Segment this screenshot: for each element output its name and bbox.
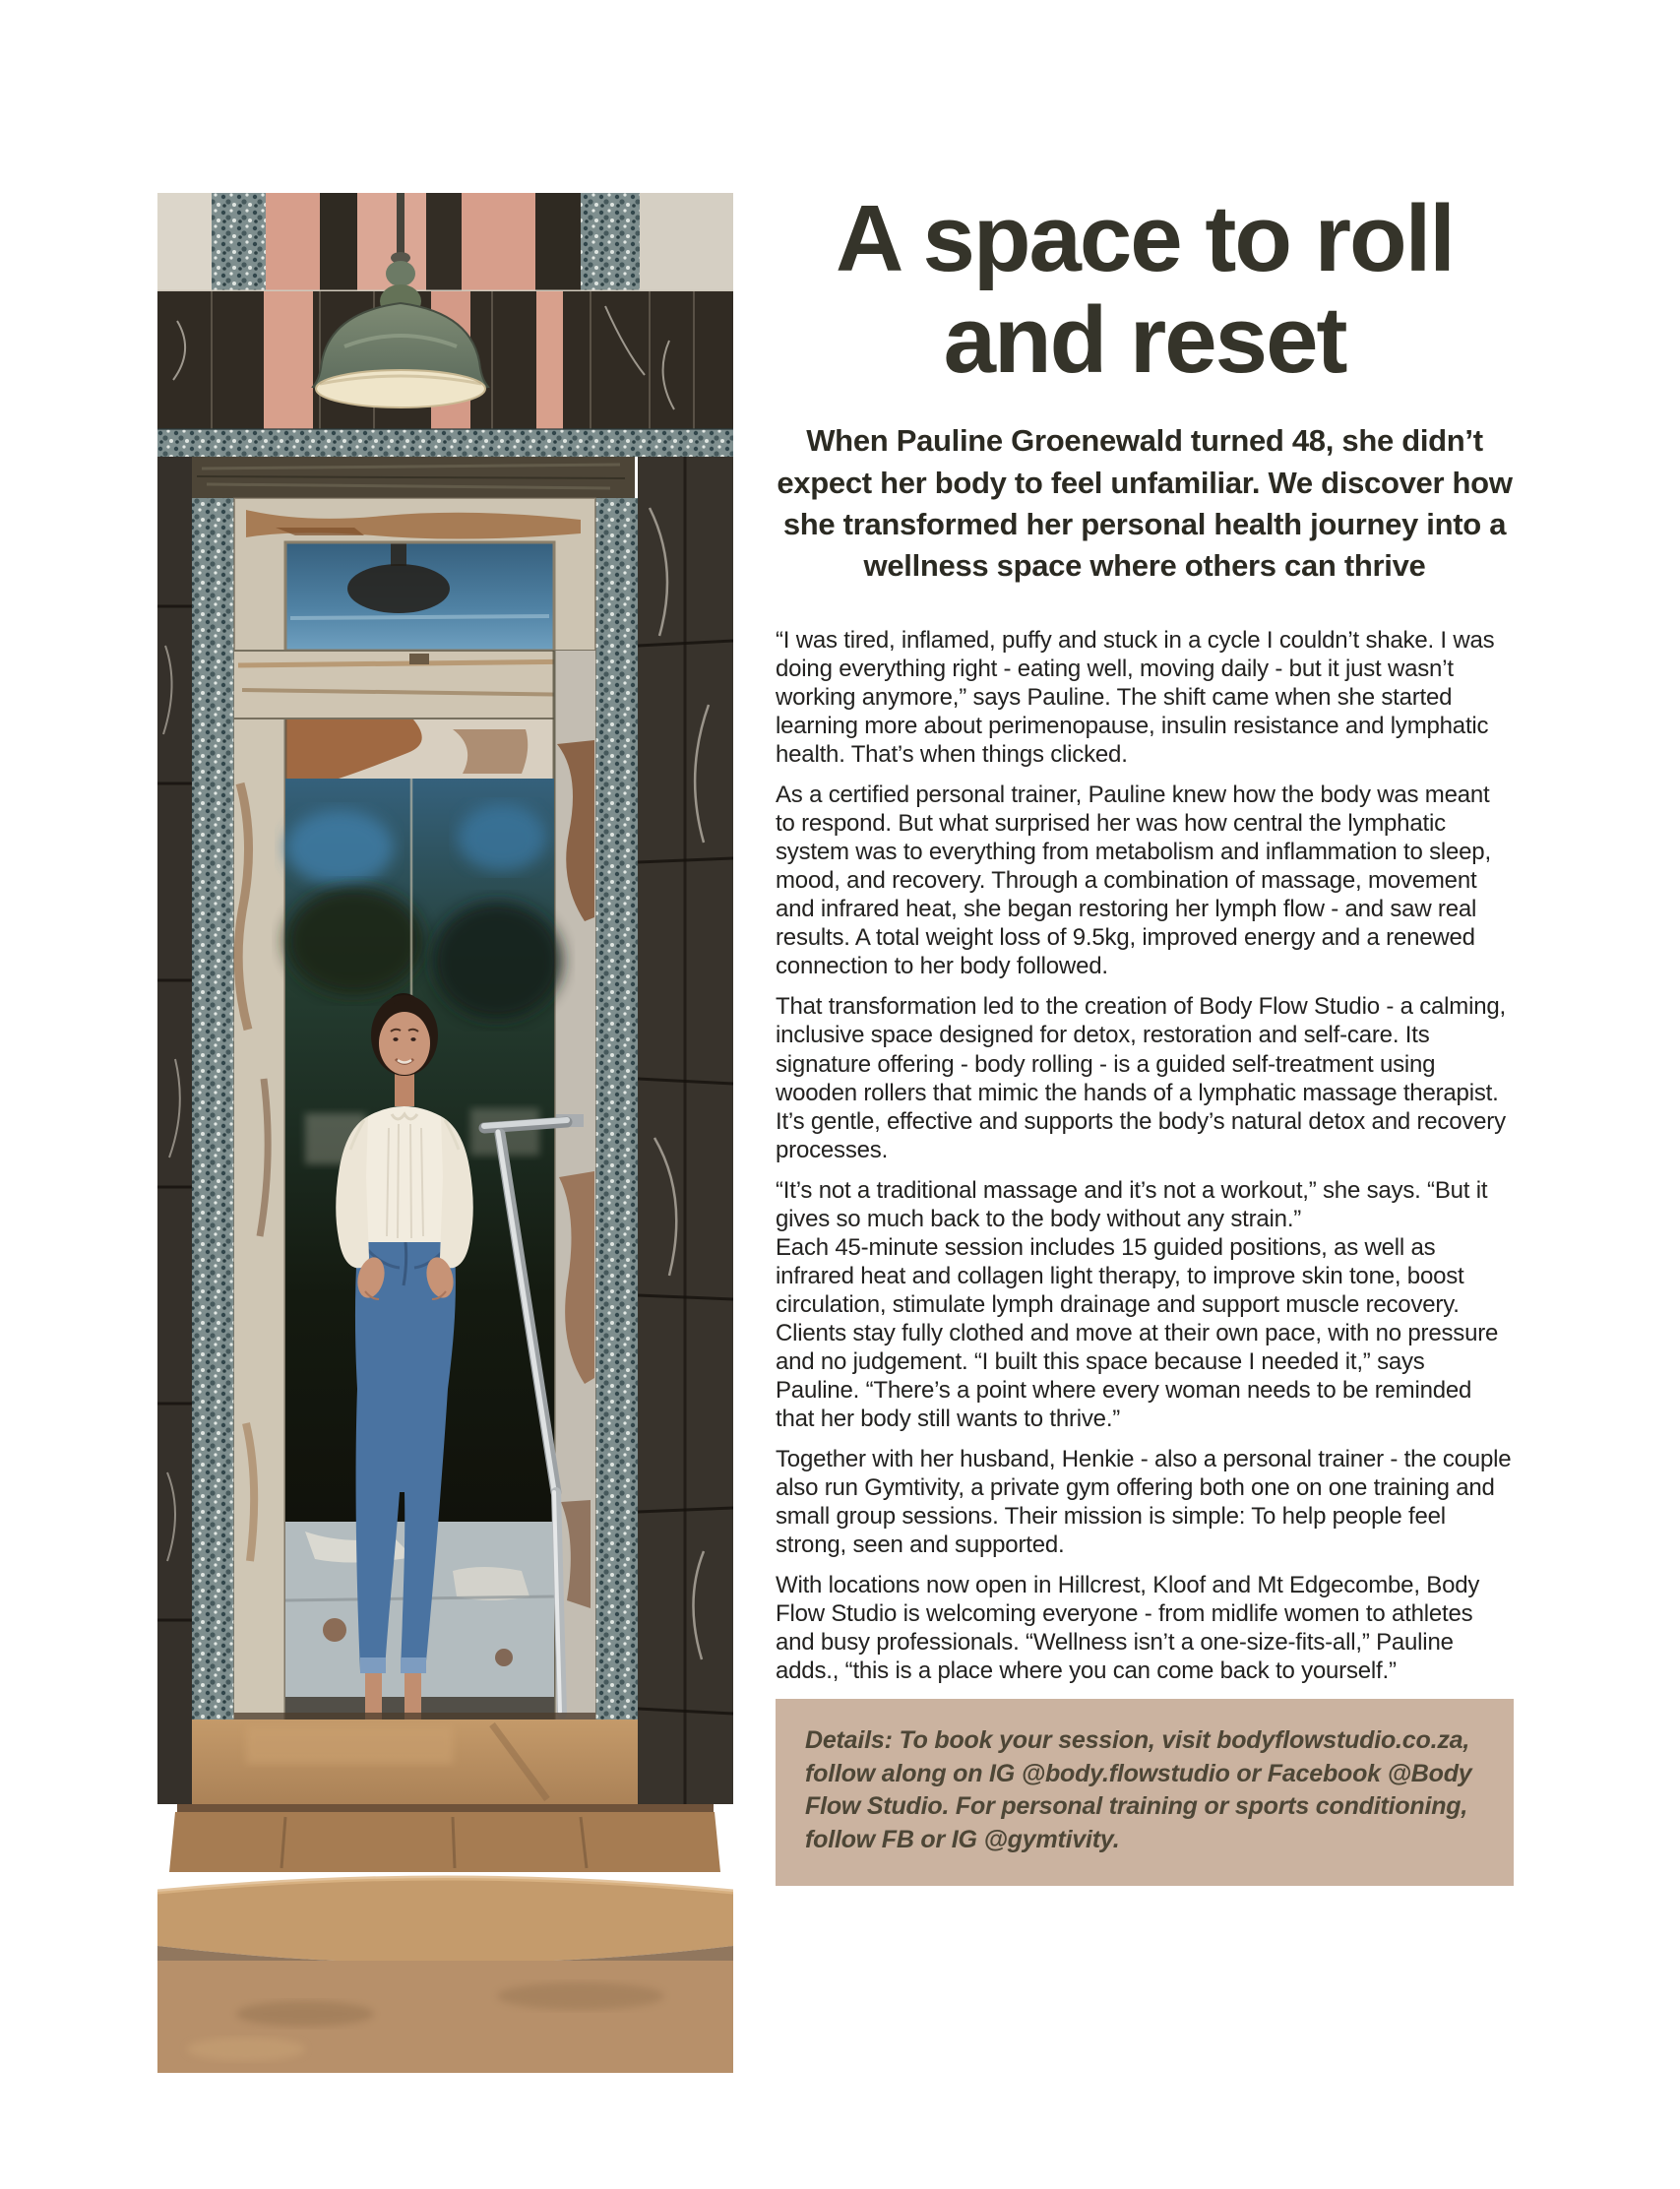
speckle-border-strip [157,429,733,457]
article-paragraph: That transformation led to the creation of Body Flow Studio - a calming, inclusive space designed for detox, restoration and self-care. Its signature offering - body rolling - is a guided self-treatment using wooden rollers that mimic the hands of a lymphatic massage therapist. It’s gentle, effective and supports the body’s natural detox and recovery processes. [776,993,1506,1163]
article-standfirst: When Pauline Groenewald turned 48, she didn’t expect her body to feel unfamiliar. We discover how she transformed her personal health journey into a wellness space where others can thrive [777,423,1513,583]
article-body [776,626,1514,1685]
speckle-strip-right [595,498,638,1804]
doorway-photo [157,193,733,2073]
stone-lintel [192,457,635,498]
details-text: Details: To book your session, visit bodyflowstudio.co.za, follow along on IG @body.flowstudio or Facebook @Body Flow Studio. For personal training or sports conditioning, follow FB or IG @gymtivity. [805,1726,1472,1853]
article-paragraph: “It’s not a traditional massage and it’s not a workout,” she says. “But it gives so much back to the body without any strain.” [776,1176,1488,1232]
marble-column-right [638,457,733,1804]
details-box [776,1699,1514,1886]
door-left-stile [234,719,285,1720]
door-cross-rail [234,651,595,719]
article-paragraph: With locations now open in Hillcrest, Kloof and Mt Edgecombe, Body Flow Studio is welcoming everyone - from midlife women to athletes and busy professionals. “Wellness isn’t a one-size-fits-all,” Pauline adds., “this is a place where you can come back to yourself.” [776,1572,1480,1685]
tile-wall-top-row [157,193,733,291]
article-paragraph: “I was tired, inflamed, puffy and stuck in a cycle I couldn’t shake. I was doing everything right - eating well, moving daily - but it just wasn’t working anymore,” says Pauline. The shift came when she started learning more about perimenopause, insulin resistance and lymphatic health. That’s when things clicked. [776,627,1495,769]
article-paragraph: As a certified personal trainer, Pauline knew how the body was meant to respond. But what surprised her was how central the lymphatic system was to everything from metabolism and inflammation to sleep, mood, and recovery. Through a combination of massage, movement and infrared heat, she began restoring her lymph flow - and saw real results. A total weight loss of 9.5kg, improved energy and a renewed connection to her body followed. [776,782,1491,980]
article-paragraph: Each 45-minute session includes 15 guided positions, as well as infrared heat and collagen light therapy, to improve skin tone, boost circulation, stimulate lymph drainage and support muscle recovery. Clients stay fully clothed and move at their own pace, with no pressure and no judgement. “I built this space because I needed it,” says Pauline. “There’s a point where every woman needs to be reminded that her body still wants to thrive.” [776,1233,1499,1432]
article-title: A space to roll and reset [836,186,1454,393]
peeled-plaster-band [285,719,554,779]
speckle-strip-left [192,498,234,1804]
article-column [776,186,1514,1886]
marble-column-left [157,457,192,1804]
article-paragraph: Together with her husband, Henkie - also a personal trainer - the couple also run Gymtivity, a private gym offering both one on one training and small group sessions. Their mission is simple: To help people feel strong, seen and supported. [776,1445,1512,1558]
